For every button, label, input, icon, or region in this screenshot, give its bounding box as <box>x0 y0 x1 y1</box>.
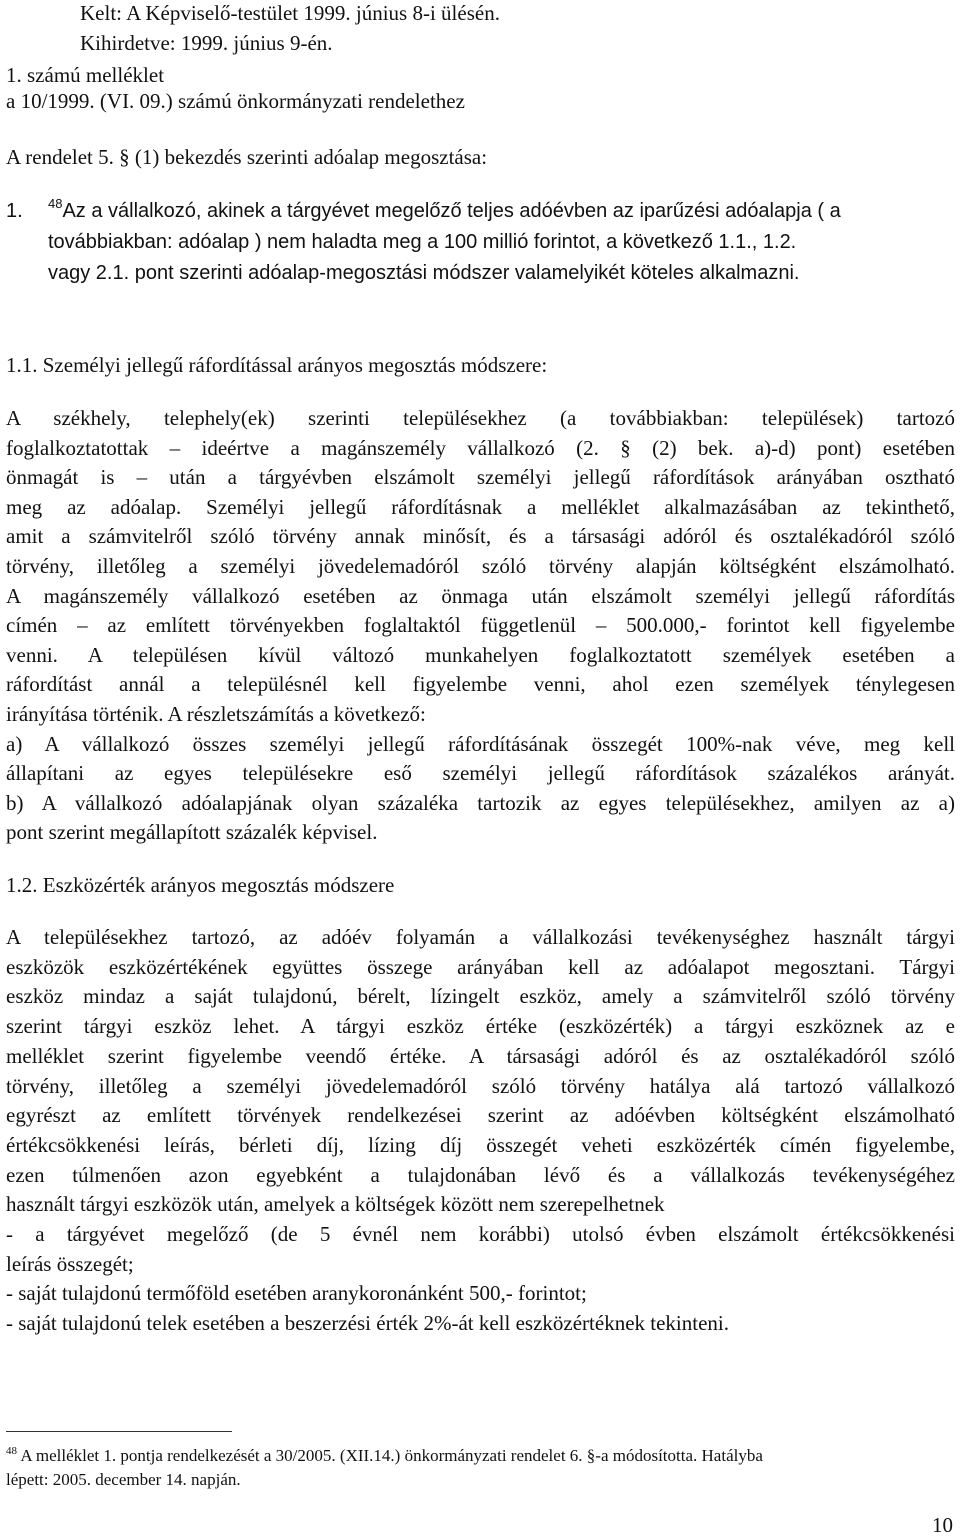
page-number: 10 <box>932 1513 953 1537</box>
annex-number: 1. számú melléklet <box>6 63 165 87</box>
decree-reference: a 10/1999. (VI. 09.) számú önkormányzati rendelethez <box>6 89 465 113</box>
section-1-1-line: A magánszemély vállalkozó esetében az önmaga után elszámolt személyi jellegű ráfordítás <box>6 583 955 608</box>
section-1-2-line: leírás összegét; <box>6 1251 134 1276</box>
point-1-line-2: továbbiakban: adóalap ) nem haladta meg a 100 millió forintot, a következő 1.1., 1.2. <box>48 231 797 253</box>
footnote-line-2: lépett: 2005. december 14. napján. <box>6 1470 241 1489</box>
section-1-1-line: A székhely, telephely(ek) szerinti településekhez (a továbbiakban: települések) tartozó <box>6 406 955 430</box>
header-adopted: Kelt: A Képviselő-testület 1999. június 8-i ülésén. <box>80 1 500 25</box>
section-1-1-line: önmagát is – után a tárgyévben elszámolt személyi jellegű ráfordítások arányában osztható <box>6 465 955 490</box>
section-1-2-line: A településekhez tartozó, az adóév folyamán a vállalkozási tevékenységhez használt tárgyi <box>6 925 955 949</box>
footnote-line-1: $^{48}$ A melléklet 1. pontja rendelkezését a 30/2005. (XII.14.) önkormányzati rendelet 6. §-a módosította. Hatályba <box>6 1445 763 1465</box>
section-1-2-line: értékcsökkenési leírás, bérleti díj, lízing díj összegét veheti eszközérték címén figyelembe, <box>6 1132 955 1157</box>
section-1-2-line: - a tárgyévet megelőző (de 5 évnél nem korábbi) utolsó évben elszámolt értékcsökkenési <box>6 1222 955 1246</box>
section-1-2-line: - saját tulajdonú telek esetében a beszerzési érték 2%-át kell eszközértéknek tekinteni. <box>6 1311 730 1336</box>
section-1-1-line: amit a számvitelről szóló törvény annak minősít, és a társasági adóról és osztalékadóról szóló <box>6 524 955 549</box>
section-1-1-line: pont szerint megállapított százalék képvisel. <box>6 820 378 845</box>
section-1-2-line: eszköz mindaz a saját tulajdonú, bérelt, lízingelt eszköz, amely a számvitelről szóló törvény <box>6 984 955 1009</box>
section-1-1-line: a) A vállalkozó összes személyi jellegű ráfordításának összegét 100%-nak véve, meg kell <box>6 731 955 756</box>
header-promulgated: Kihirdetve: 1999. június 9-én. <box>80 31 333 55</box>
section-1-2-line: törvény, illetőleg a személyi jövedelemadóról szóló törvény hatálya alá tartozó vállalkozó <box>6 1073 955 1098</box>
section-1-1-line: irányítása történik. A részletszámítás a következő: <box>6 702 426 726</box>
section-1-1-line: meg az adóalap. Személyi jellegű ráfordításnak a melléklet alkalmazásában az tekinthető, <box>6 494 955 519</box>
section-1-1-line: foglalkoztatottak – ideértve a magánszemély vállalkozó (2. § (2) bek. a)-d) pont) esetében <box>6 435 955 460</box>
section-1-2-heading: 1.2. Eszközérték arányos megosztás módszere <box>6 873 395 897</box>
point-1-line-3: vagy 2.1. pont szerinti adóalap-megosztási módszer valamelyikét köteles alkalmazni. <box>48 262 800 284</box>
point-1-line-1: $^{48}$Az a vállalkozó, akinek a tárgyévet megelőző teljes adóévben az iparűzési adóalapja ( a <box>48 196 841 222</box>
footnote-ref: 48 <box>48 196 63 211</box>
point-1-number: 1. <box>6 200 23 222</box>
section-1-1-line: állapítani az egyes településekre eső személyi jellegű ráfordítások százalékos arányát. <box>6 761 955 786</box>
section-1-2-line: egyrészt az említett törvények rendelkezései szerint az adóévben költségként elszámolható <box>6 1103 955 1128</box>
section-1-1-heading: 1.1. Személyi jellegű ráfordítással arányos megosztás módszere: <box>6 353 548 377</box>
section-1-2-line: eszközök eszközértékének együttes összege arányában kell az adóalapot megosztani. Tárgyi <box>6 954 955 979</box>
section-1-2-line: melléklet szerint figyelembe veendő értéke. A társasági adóról és az osztalékadóról szóló <box>6 1043 955 1068</box>
section-1-2-line: - saját tulajdonú termőföld esetében aranykoronánként 500,- forintot; <box>6 1281 587 1306</box>
section-1-2-line: szerint tárgyi eszköz lehet. A tárgyi eszköz értéke (eszközérték) a tárgyi eszköznek az e <box>6 1014 955 1039</box>
footnote-divider <box>6 1431 232 1432</box>
section-1-1-line: ráfordítást annál a településnél kell figyelembe venni, ahol ezen személyek ténylegesen <box>6 672 955 697</box>
section-1-1-line: törvény, illetőleg a személyi jövedelemadóról szóló törvény alapján költségként elszámolható. <box>6 554 955 578</box>
section-1-1-line: b) A vállalkozó adóalapjának olyan százaléka tartozik az egyes településekhez, amilyen az a) <box>6 790 955 815</box>
section-1-2-line: használt tárgyi eszközök után, amelyek a költségek között nem szerepelhetnek <box>6 1192 665 1217</box>
section-1-1-line: venni. A településen kívül változó munkahelyen foglalkoztatott személyek esetében a <box>6 642 955 667</box>
intro-text: A rendelet 5. § (1) bekezdés szerinti adóalap megosztása: <box>6 145 488 169</box>
section-1-2-line: ezen túlmenően azon egyebként a tulajdonában lévő és a vállalkozás tevékenységéhez <box>6 1162 955 1187</box>
section-1-1-line: címén – az említett törvényekben foglaltaktól függetlenül – 500.000,- forintot kell figyelembe <box>6 613 955 638</box>
